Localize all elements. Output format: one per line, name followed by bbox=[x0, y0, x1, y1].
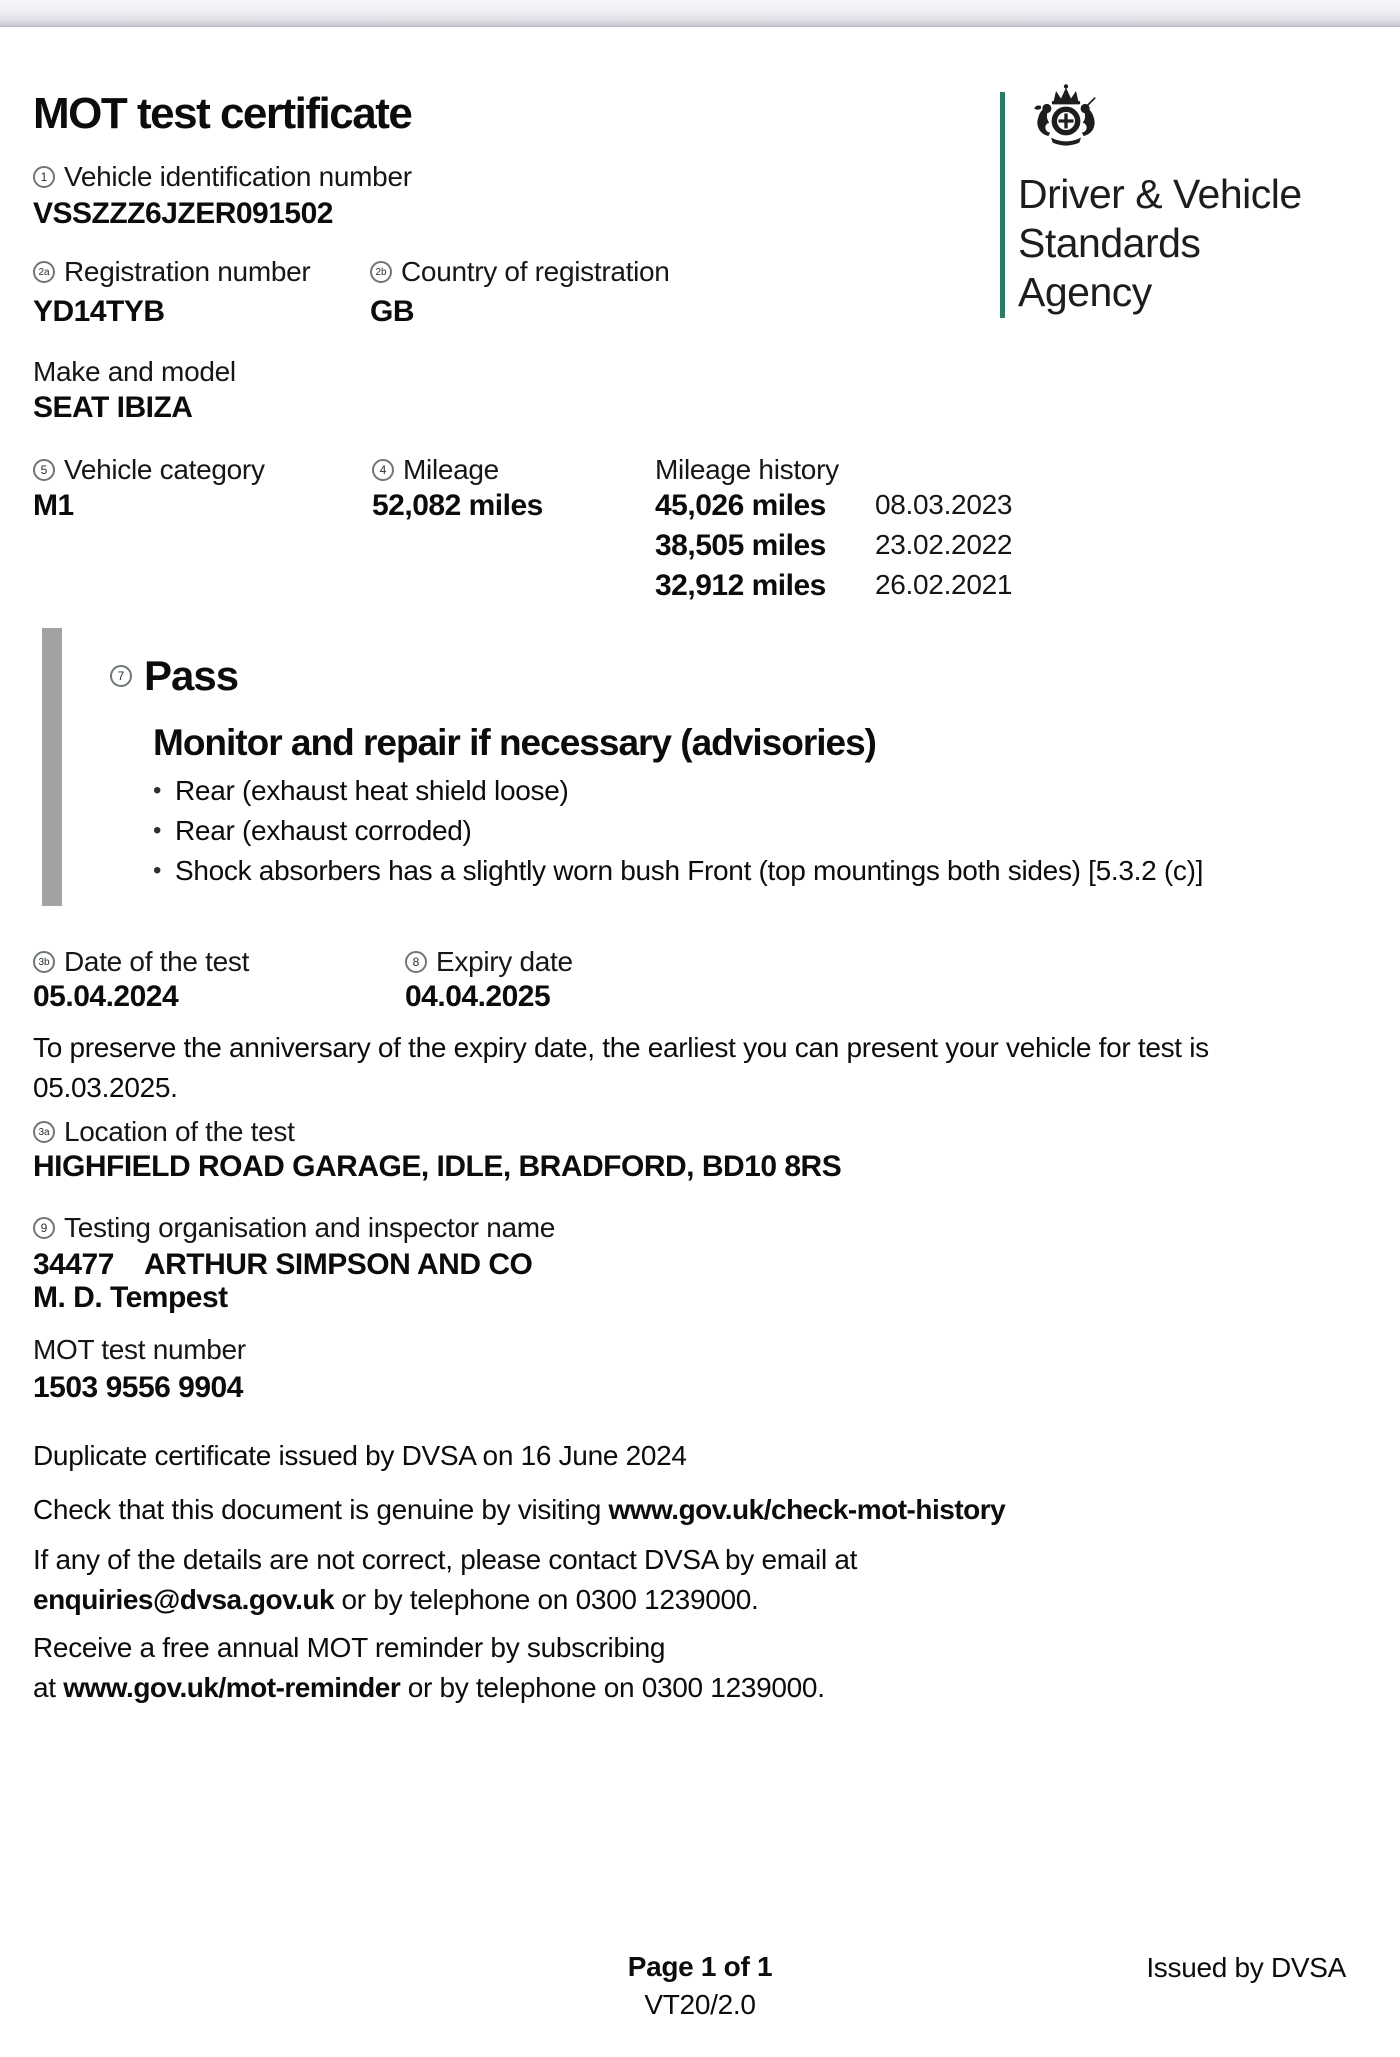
country-number-badge: 2b bbox=[370, 261, 392, 283]
genuine-note-text: Check that this document is genuine by visiting bbox=[33, 1494, 609, 1525]
category-label: Vehicle category bbox=[64, 454, 265, 485]
mileage-history-date: 08.03.2023 bbox=[875, 489, 1013, 520]
dvsa-logo-text bbox=[1018, 170, 1302, 317]
vin-label-row bbox=[33, 163, 412, 191]
organisation-number-badge: 9 bbox=[33, 1217, 55, 1239]
dvsa-logo-bar bbox=[1000, 92, 1005, 318]
make-model-value: SEAT IBIZA bbox=[33, 391, 193, 424]
test-number-label: MOT test number bbox=[33, 1334, 246, 1365]
top-bar bbox=[0, 0, 1400, 27]
duplicate-note: Duplicate certificate issued by DVSA on 16 June 2024 bbox=[33, 1440, 687, 1471]
mot-reminder-link: www.gov.uk/mot-reminder bbox=[63, 1672, 401, 1703]
royal-crest-icon bbox=[1016, 76, 1116, 166]
mileage-label-row bbox=[372, 456, 499, 484]
contact-note-line2 bbox=[33, 1580, 857, 1620]
organisation-label: Testing organisation and inspector name bbox=[64, 1212, 556, 1243]
advisory-item bbox=[153, 857, 1203, 885]
test-date-label: Date of the test bbox=[64, 946, 250, 977]
result-heading: Pass bbox=[144, 652, 239, 699]
reminder-suffix: or by telephone on 0300 1239000. bbox=[400, 1672, 825, 1703]
registration-number-badge: 2a bbox=[33, 261, 55, 283]
vin-number-badge: 1 bbox=[33, 166, 55, 188]
anniversary-note-line2: 05.03.2025. bbox=[33, 1072, 178, 1103]
form-number: VT20/2.0 bbox=[644, 1989, 756, 2020]
anniversary-note bbox=[33, 1028, 1209, 1108]
location-value: HIGHFIELD ROAD GARAGE, IDLE, BRADFORD, BD10 8RS bbox=[33, 1150, 842, 1183]
genuine-note bbox=[33, 1490, 1005, 1530]
expiry-number-badge: 8 bbox=[405, 951, 427, 973]
reminder-note-line2 bbox=[33, 1668, 825, 1708]
issued-by: Issued by DVSA bbox=[1146, 1952, 1346, 1983]
location-number-badge: 3a bbox=[33, 1121, 55, 1143]
dvsa-logo-line2: Standards bbox=[1018, 220, 1201, 266]
dvsa-email-link: enquiries@dvsa.gov.uk bbox=[33, 1584, 335, 1615]
mileage-history-date: 26.02.2021 bbox=[875, 569, 1013, 600]
check-mot-history-link: www.gov.uk/check-mot-history bbox=[608, 1494, 1006, 1525]
category-label-row bbox=[33, 456, 265, 484]
registration-label-row bbox=[33, 258, 310, 286]
page-number: Page 1 of 1 bbox=[627, 1951, 773, 1982]
country-value: GB bbox=[370, 295, 414, 328]
anniversary-note-line1: To preserve the anniversary of the expiry date, the earliest you can present your vehicle for test is bbox=[33, 1032, 1209, 1063]
vin-label: Vehicle identification number bbox=[64, 161, 412, 192]
mileage-history-date: 23.02.2022 bbox=[875, 529, 1013, 560]
organisation-value bbox=[33, 1250, 532, 1280]
mileage-number-badge: 4 bbox=[372, 459, 394, 481]
reminder-note bbox=[33, 1628, 825, 1708]
mileage-history-miles: 32,912 miles bbox=[655, 569, 826, 602]
test-number-value: 1503 9556 9904 bbox=[33, 1371, 243, 1404]
organisation-label-row bbox=[33, 1214, 555, 1242]
bullet-icon: • bbox=[153, 857, 162, 884]
mileage-history-miles: 38,505 miles bbox=[655, 529, 826, 562]
dvsa-logo-line3: Agency bbox=[1018, 269, 1152, 315]
vin-value: VSSZZZ6JZER091502 bbox=[33, 197, 333, 230]
make-model-label: Make and model bbox=[33, 356, 236, 387]
dvsa-logo-line1: Driver & Vehicle bbox=[1018, 171, 1302, 217]
test-date-value: 05.04.2024 bbox=[33, 980, 179, 1013]
reminder-prefix: at bbox=[33, 1672, 64, 1703]
advisory-item bbox=[153, 777, 569, 805]
expiry-label: Expiry date bbox=[436, 946, 573, 977]
advisories-heading: Monitor and repair if necessary (advisories) bbox=[153, 722, 876, 763]
mileage-label: Mileage bbox=[403, 454, 499, 485]
expiry-label-row bbox=[405, 948, 573, 976]
organisation-name: ARTHUR SIMPSON AND CO bbox=[143, 1248, 533, 1281]
expiry-value: 04.04.2025 bbox=[405, 980, 551, 1013]
bullet-icon: • bbox=[153, 777, 162, 804]
contact-note-suffix: or by telephone on 0300 1239000. bbox=[334, 1584, 759, 1615]
registration-label: Registration number bbox=[64, 256, 311, 287]
test-date-label-row bbox=[33, 948, 249, 976]
category-value: M1 bbox=[33, 489, 74, 522]
country-label: Country of registration bbox=[401, 256, 670, 287]
result-number-badge: 7 bbox=[110, 665, 132, 687]
advisory-text: Rear (exhaust heat shield loose) bbox=[175, 775, 569, 806]
inspector-name: M. D. Tempest bbox=[33, 1281, 228, 1314]
reminder-note-line1: Receive a free annual MOT reminder by subscribing bbox=[33, 1632, 666, 1663]
location-label-row bbox=[33, 1118, 295, 1146]
advisory-item bbox=[153, 817, 472, 845]
test-date-number-badge: 3b bbox=[33, 951, 55, 973]
bullet-icon: • bbox=[153, 817, 162, 844]
location-label: Location of the test bbox=[64, 1116, 295, 1147]
result-row bbox=[110, 652, 239, 699]
organisation-number: 34477 bbox=[33, 1248, 114, 1281]
mileage-value: 52,082 miles bbox=[372, 489, 543, 522]
page-title: MOT test certificate bbox=[33, 89, 412, 138]
advisory-text: Shock absorbers has a slightly worn bush Front (top mountings both sides) [5.3.2 (c)] bbox=[175, 855, 1204, 886]
contact-note bbox=[33, 1540, 857, 1620]
contact-note-line1: If any of the details are not correct, please contact DVSA by email at bbox=[33, 1544, 858, 1575]
registration-value: YD14TYB bbox=[33, 295, 165, 328]
mileage-history-miles: 45,026 miles bbox=[655, 489, 826, 522]
mileage-history-label: Mileage history bbox=[655, 454, 839, 485]
country-label-row bbox=[370, 258, 670, 286]
category-number-badge: 5 bbox=[33, 459, 55, 481]
advisory-text: Rear (exhaust corroded) bbox=[175, 815, 472, 846]
pass-indicator-bar bbox=[42, 628, 62, 906]
